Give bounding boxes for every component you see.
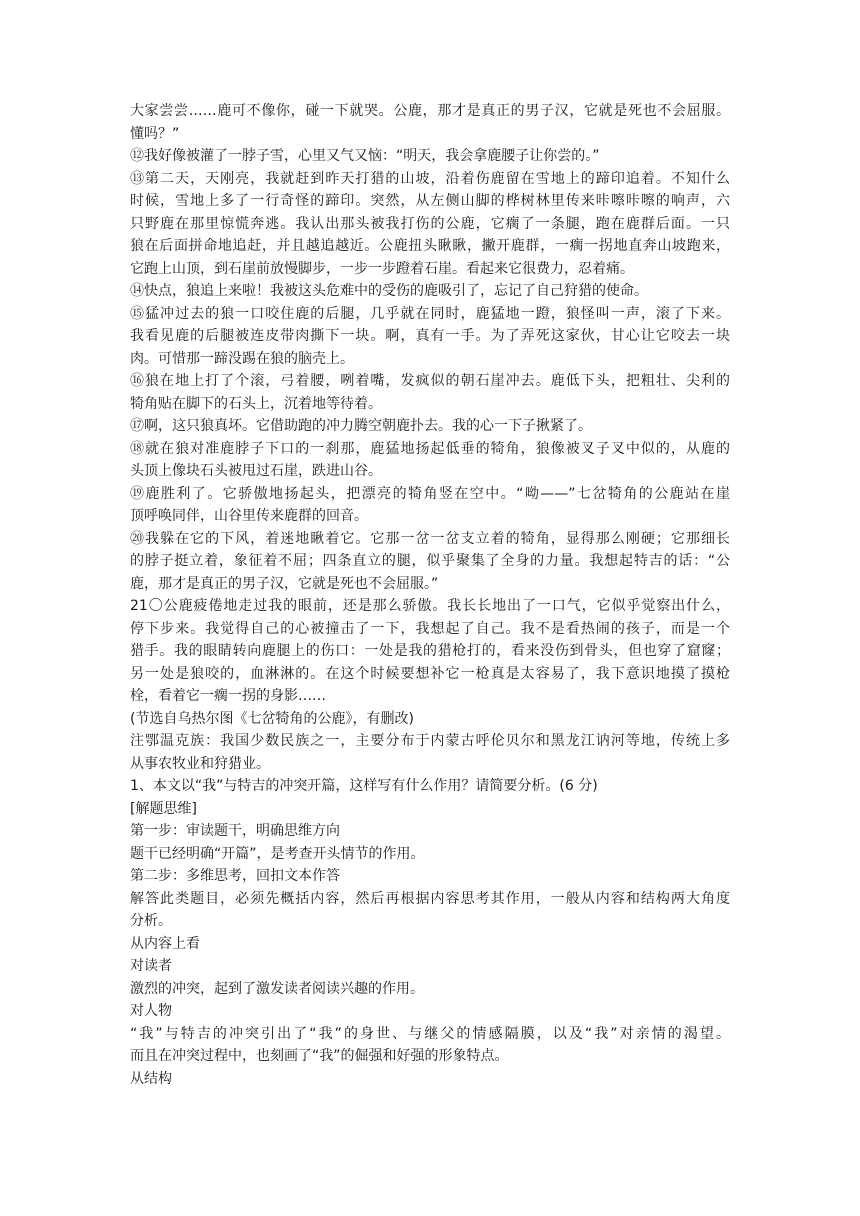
text-line: 犄角贴在脚下的石头上，沉着地等待着。 bbox=[130, 395, 382, 412]
text-line: 狼在后面拼命地追赶，并且越追越近。公鹿扭头瞅瞅，撇开鹿群，一瘸一拐地直奔山坡跑来， bbox=[130, 238, 730, 254]
text-line: ⑲鹿胜利了。它骄傲地扬起头，把漂亮的犄角竖在空中。“呦——”七岔犄角的公鹿站在崖 bbox=[130, 485, 730, 502]
text-line: [解题思维] bbox=[130, 800, 197, 817]
text-line: 的脖子挺立着，象征着不屈；四条直立的腿，似乎聚集了全身的力量。我想起特吉的话：“公 bbox=[130, 553, 730, 569]
text-line: 分析。 bbox=[130, 913, 172, 929]
text-line: 第二步：多维思考，回扣文本作答 bbox=[130, 868, 340, 884]
text-line: 对人物 bbox=[130, 1003, 172, 1019]
text-line: 对读者 bbox=[130, 958, 172, 974]
text-line: 肉。可惜那一蹄没踢在狼的脑壳上。 bbox=[130, 350, 354, 367]
text-line: 懂吗？” bbox=[130, 125, 180, 142]
text-line: 顶呼唤同伴，山谷里传来鹿群的回音。 bbox=[130, 508, 368, 524]
text-line: 第一步：审读题干，明确思维方向 bbox=[130, 823, 340, 839]
text-line: ⑮猛冲过去的狼一口咬住鹿的后腿，几乎就在同时，鹿猛地一蹬，狼怪叫一声，滚了下来。 bbox=[130, 305, 730, 322]
text-line: ⑱就在狼对准鹿脖子下口的一刹那，鹿猛地扬起低垂的犄角，狼像被叉子叉中似的，从鹿的 bbox=[130, 440, 730, 457]
text-line: ⑭快点，狼追上来啦！我被这头危难中的受伤的鹿吸引了，忘记了自己狩猎的使命。 bbox=[130, 283, 648, 299]
text-line: 另一处是狼咬的，血淋淋的。在这个时候要想补它一枪真是太容易了，我下意识地摸了摸枪 bbox=[130, 665, 730, 682]
text-line: 而且在冲突过程中，也刻画了“我”的倔强和好强的形象特点。 bbox=[130, 1048, 509, 1064]
text-line: 从事农牧业和狩猎业。 bbox=[130, 755, 270, 772]
text-line: ⑫我好像被灌了一脖子雪，心里又气又恼：“明天，我会拿鹿腰子让你尝的。” bbox=[130, 148, 600, 164]
text-line: 注鄂温克族：我国少数民族之一，主要分布于内蒙古呼伦贝尔和黑龙江讷河等地，传统上多 bbox=[130, 733, 730, 749]
text-line: 停下步来。我觉得自己的心被撞击了一下，我想起了自己。我不是看热闹的孩子，而是一个 bbox=[130, 620, 730, 637]
text-line: ⑳我躲在它的下风，着迷地瞅着它。它那一岔一岔支立着的犄角，显得那么刚硬；它那细长 bbox=[130, 530, 730, 547]
text-line: 只野鹿在那里惊慌奔逃。我认出那头被我打伤的公鹿，它瘸了一条腿，跑在鹿群后面。一只 bbox=[130, 215, 730, 232]
text-line: 猎手。我的眼睛转向鹿腿上的伤口：一处是我的猎枪打的，看来没伤到骨头，但也穿了窟窿； bbox=[130, 643, 730, 659]
text-line: 21〇公鹿疲倦地走过我的眼前，还是那么骄傲。我长长地出了一口气，它似乎觉察出什么， bbox=[130, 598, 730, 614]
text-line: ⑬第二天，天刚亮，我就赶到昨天打猎的山坡，沿着伤鹿留在雪地上的蹄印追着。不知什么 bbox=[130, 170, 730, 187]
text-line: 激烈的冲突，起到了激发读者阅读兴趣的作用。 bbox=[130, 980, 424, 997]
text-line: “我”与特吉的冲突引出了“我”的身世、与继父的情感隔膜，以及“我”对亲情的渴望。 bbox=[130, 1025, 730, 1042]
text-line: ⑯狼在地上打了个滚，弓着腰，咧着嘴，发疯似的朝石崖冲去。鹿低下头，把粗壮、尖利的 bbox=[130, 373, 730, 389]
text-line: 时候，雪地上多了一行奇怪的蹄印。突然，从左侧山脚的桦树林里传来咔嚓咔嚓的响声，六 bbox=[130, 193, 730, 209]
text-line: 1、本文以“我”与特吉的冲突开篇，这样写有什么作用？请简要分析。(6 分) bbox=[130, 778, 598, 794]
text-line: (节选自乌热尔图《七岔犄角的公鹿》，有删改) bbox=[130, 710, 414, 727]
text-line: 从结构 bbox=[130, 1070, 172, 1087]
text-line: 题干已经明确“开篇”，是考查开头情节的作用。 bbox=[130, 845, 425, 862]
text-line: 我看见鹿的后腿被连皮带肉撕下一块。啊，真有一手。为了弄死这家伙，甘心让它咬去一块 bbox=[130, 328, 730, 344]
text-line: 从内容上看 bbox=[130, 935, 200, 952]
text-line: ⑰啊，这只狼真坏。它借助跑的冲力腾空朝鹿扑去。我的心一下子揪紧了。 bbox=[130, 418, 592, 434]
text-line: 解答此类题目，必须先概括内容，然后再根据内容思考其作用，一般从内容和结构两大角度 bbox=[130, 890, 730, 907]
text-line: 鹿，那才是真正的男子汉，它就是死也不会屈服。” bbox=[130, 575, 439, 592]
text-line: 大家尝尝……鹿可不像你，碰一下就哭。公鹿，那才是真正的男子汉，它就是死也不会屈服。 bbox=[130, 103, 730, 119]
document-page bbox=[130, 100, 730, 1090]
text-line: 它跑上山顶，到石崖前放慢脚步，一步一步蹬着石崖。看起来它很费力，忍着痛。 bbox=[130, 260, 634, 277]
text-line: 头顶上像块石头被甩过石崖，跌进山谷。 bbox=[130, 463, 382, 479]
text-line: 栓，看着它一瘸一拐的身影…… bbox=[130, 688, 326, 704]
